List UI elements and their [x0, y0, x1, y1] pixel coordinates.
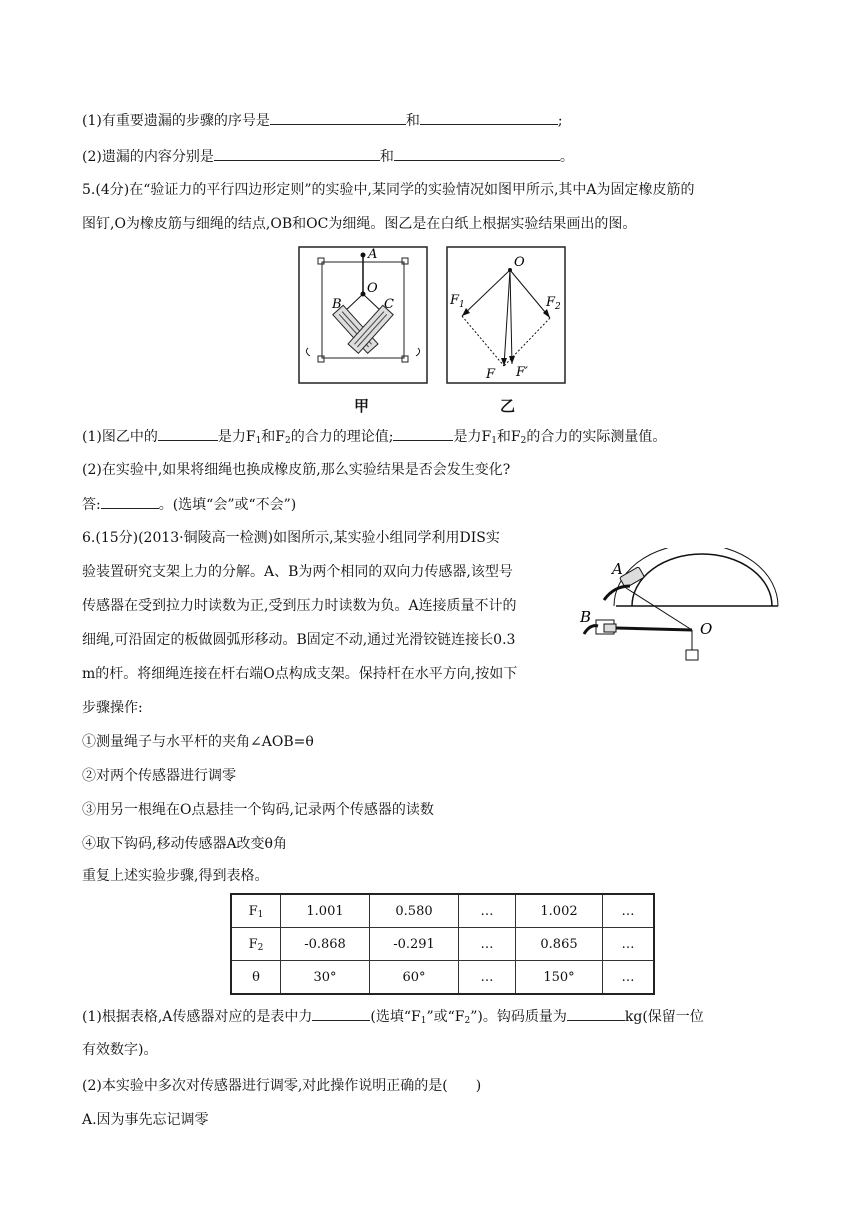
blank[interactable]: [393, 426, 453, 441]
q6-step-1: ①测量绳子与水平杆的夹角∠AOB=θ: [82, 734, 314, 750]
q6-stem-5: m的杆。将细绳连接在杆右端O点构成支架。保持杆在水平方向,按如下: [82, 666, 518, 682]
label-O: O: [514, 255, 525, 270]
q6-sub-2: (2)本实验中多次对传感器进行调零,对此操作说明正确的是( ): [82, 1078, 482, 1094]
label-B: B: [580, 608, 592, 626]
figure-q6: [574, 548, 780, 666]
q6-sub-1: (1)根据表格,A传感器对应的是表中力 (选填“$F_1$”或“$F_2$”)。钩码质量为 kg(保留一位: [82, 1006, 704, 1027]
q5-answer: 答: 。(选填“会”或“不会”): [82, 494, 296, 515]
q6-option-a: A.因为事先忘记调零: [82, 1112, 209, 1128]
label-A: A: [368, 247, 378, 262]
blank[interactable]: [270, 110, 406, 125]
q5-stem-1: 5.(4分)在“验证力的平行四边形定则”的实验中,某同学的实验情况如图甲所示,其中A为固定橡皮筋的: [82, 182, 695, 198]
q6-step-3: ③用另一根绳在O点悬挂一个钩码,记录两个传感器的读数: [82, 802, 434, 818]
blank[interactable]: [394, 146, 560, 161]
table-row: $F_2$ -0.868 -0.291 … 0.865 …: [231, 928, 654, 961]
label-F: F: [486, 367, 496, 382]
blank[interactable]: [567, 1006, 625, 1021]
figure-jia: [298, 246, 428, 386]
blank[interactable]: [158, 426, 218, 441]
label-F2: $F_2$: [546, 295, 561, 312]
data-table: [230, 893, 655, 995]
q6-stem-1: 6.(15分)(2013·铜陵高一检测)如图所示,某实验小组同学利用DIS实: [82, 530, 500, 546]
q6-stem-2: 验装置研究支架上力的分解。A、B为两个相同的双向力传感器,该型号: [82, 564, 513, 580]
q4-line-2: (2)遗漏的内容分别是 和 。: [82, 146, 574, 167]
blank[interactable]: [101, 494, 159, 509]
q6-stem-6: 步骤操作:: [82, 700, 143, 716]
q6-stem-3: 传感器在受到拉力时读数为正,受到压力时读数为负。A连接质量不计的: [82, 598, 517, 614]
label-F1: $F_1$: [450, 293, 465, 310]
label-B: B: [332, 297, 342, 312]
q4-line-1: (1)有重要遗漏的步骤的序号是 和 ;: [82, 110, 563, 131]
label-C: C: [384, 297, 394, 312]
table-row: θ 30° 60° … 150° …: [231, 961, 654, 995]
q5-sub-2: (2)在实验中,如果将细绳也换成橡皮筋,那么实验结果是否会发生变化?: [82, 462, 511, 478]
blank[interactable]: [420, 110, 558, 125]
blank[interactable]: [312, 1006, 370, 1021]
q6-repeat: 重复上述实验步骤,得到表格。: [82, 868, 269, 884]
q6-sub-1-cont: 有效数字)。: [82, 1042, 158, 1058]
label-A: A: [612, 560, 623, 578]
q5-stem-2: 图钉,O为橡皮筋与细绳的结点,OB和OC为细绳。图乙是在白纸上根据实验结果画出的图。: [82, 216, 637, 232]
label-O: O: [700, 620, 713, 638]
figure-yi-label: 乙: [500, 397, 516, 415]
table-row: $F_1$ 1.001 0.580 … 1.002 …: [231, 894, 654, 928]
q6-step-2: ②对两个传感器进行调零: [82, 768, 236, 784]
blank[interactable]: [214, 146, 380, 161]
figure-yi: [446, 246, 566, 386]
q6-step-4: ④取下钩码,移动传感器A改变θ角: [82, 836, 287, 852]
label-F-prime: F′: [516, 365, 528, 380]
q6-stem-4: 细绳,可沿固定的板做圆弧形移动。B固定不动,通过光滑铰链连接长0.3: [82, 632, 516, 648]
figure-jia-label: 甲: [354, 397, 370, 415]
q5-sub-1: (1)图乙中的 是力$F_1$和$F_2$的合力的理论值; 是力$F_1$和$F_2$的合力的实际测量值。: [82, 426, 666, 447]
label-O: O: [367, 281, 378, 296]
